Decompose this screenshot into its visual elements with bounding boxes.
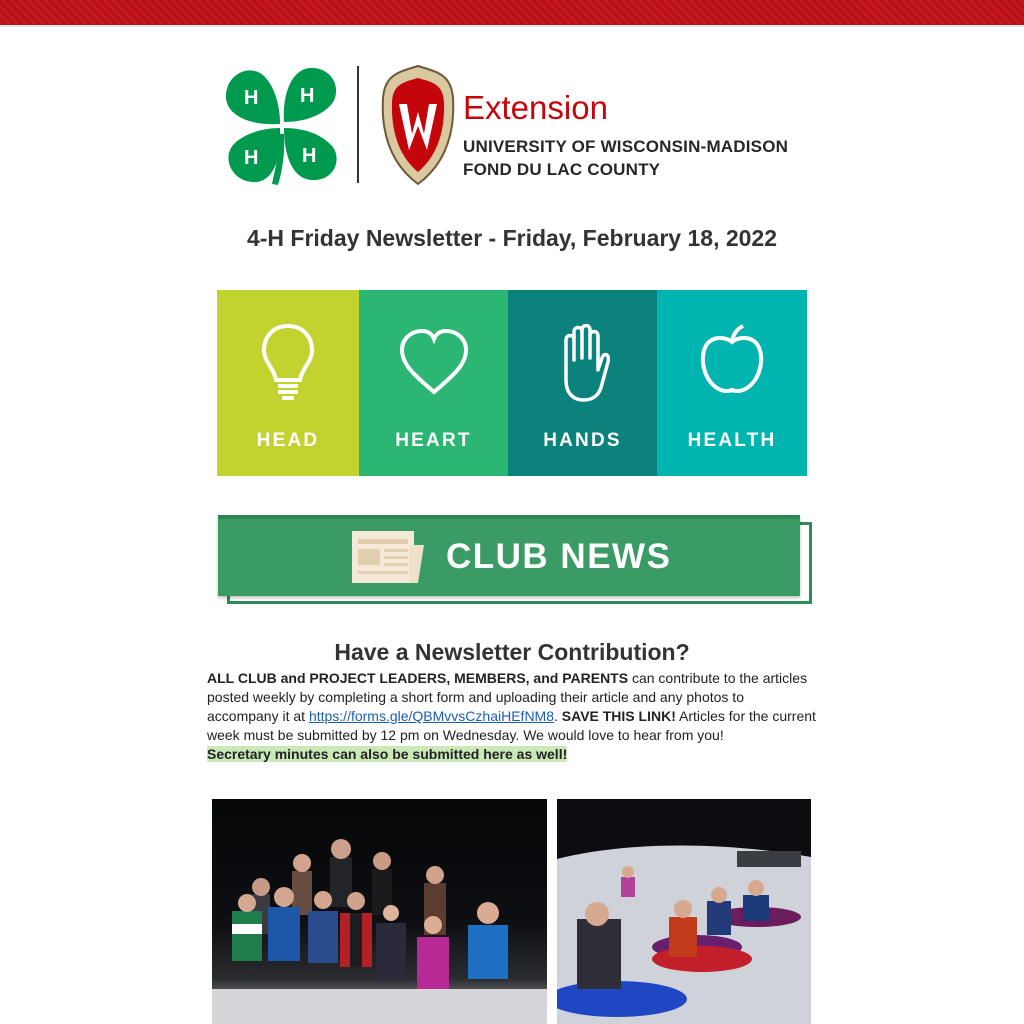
club-news-banner — [218, 515, 810, 603]
pledge-head — [217, 290, 359, 476]
hand-icon — [556, 324, 610, 404]
pledge-health-label: HEALTH — [687, 430, 777, 451]
save-link-notice: SAVE THIS LINK! — [561, 708, 676, 724]
logo-divider — [357, 66, 359, 183]
apple-icon — [699, 324, 765, 398]
svg-text:H: H — [244, 147, 259, 169]
newspaper-icon — [352, 531, 424, 585]
pledge-health — [657, 290, 807, 476]
svg-text:H: H — [300, 85, 315, 107]
top-banner-stripe — [0, 0, 1024, 25]
header-logos — [222, 64, 802, 188]
sledding-photo-image — [557, 799, 811, 1024]
contribution-text-2: . — [554, 708, 562, 724]
contribution-form-link[interactable]: https://forms.gle/QBMvvsCzhaiHEfNM8 — [308, 708, 554, 724]
extension-wordmark: Extension — [463, 89, 608, 126]
pledge-hands-label: HANDS — [543, 430, 622, 451]
top-banner-divider — [0, 25, 1024, 27]
page-title: 4-H Friday Newsletter - Friday, February 18, 2022 — [246, 225, 778, 251]
svg-text:H: H — [244, 87, 259, 109]
uw-crest-icon — [379, 64, 457, 186]
secretary-minutes-note: Secretary minutes can also be submitted here as well! — [207, 746, 568, 762]
group-photo-image — [212, 799, 547, 1024]
pledge-heart-label: HEART — [395, 430, 472, 451]
contribution-paragraph — [207, 669, 817, 764]
university-name: UNIVERSITY OF WISCONSIN-MADISON — [463, 137, 789, 156]
pledge-heart — [359, 290, 508, 476]
group-photo — [212, 799, 547, 1024]
svg-text:H: H — [302, 145, 317, 167]
pledge-head-label: HEAD — [256, 430, 320, 451]
contribution-text-1: can contribute to the articles posted weekly by completing a short form and uploading their article and any photos to accompany it at — [207, 670, 808, 724]
club-news-label: CLUB NEWS — [446, 537, 672, 576]
pledge-banner — [217, 290, 807, 476]
heart-icon — [398, 328, 470, 398]
contribution-text-3: Articles for the current week must be submitted by 12 pm on Wednesday. We would love to hear from you! — [207, 708, 816, 743]
four-h-clover-icon — [222, 64, 342, 188]
pledge-hands — [508, 290, 657, 476]
sledding-photo — [557, 799, 811, 1024]
county-name: FOND DU LAC COUNTY — [463, 160, 661, 179]
contribution-heading: Have a Newsletter Contribution? — [334, 639, 690, 665]
lightbulb-icon — [258, 322, 318, 402]
contribution-lead: ALL CLUB and PROJECT LEADERS, MEMBERS, and PARENTS — [207, 670, 629, 686]
